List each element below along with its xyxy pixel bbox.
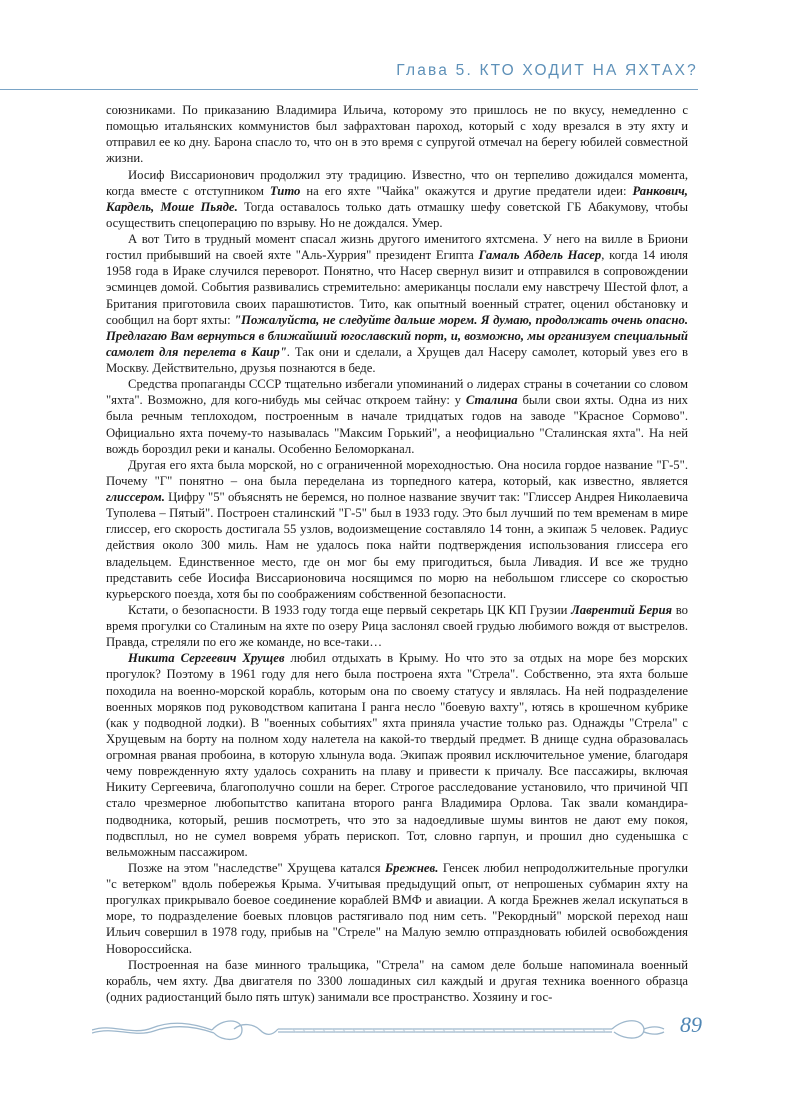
emphasized-text: Лаврентий Берия [571,602,673,617]
text-run: , когда 14 июля 1958 года в Ираке случился переворот. Понятно, что Насер свернул визит и отправился в сопровождении эсминцев домой. События развивались стремительно: американцы послали ему навстречу Шестой флот, а Британия приготовила своих парашютистов. Тито, как опытный военный стратег, оценил обстановку и сообщил на борт яхты: [106,248,689,327]
text-run: . Так они и сделали, а Хрущев дал Насеру самолет, который увез его в Москву. Действительно, друзья познаются в беде. [106,344,688,375]
text-run: Тогда оставалось только дать отмашку шефу советской ГБ Абакумову, чтобы осуществить спецоперацию по взрыву. Но не дождался. Умер. [106,199,688,230]
paragraph [106,167,688,232]
page-header [0,56,794,96]
paragraph [106,102,688,167]
paragraph [106,860,688,957]
paragraph [106,457,688,602]
text-run: Кстати, о безопасности. В 1933 году тогда еще первый секретарь ЦК КП Грузии [128,602,572,617]
paragraph [106,650,688,860]
emphasized-text: "Пожалуйста, не следуйте дальше морем. Я думаю, продолжать очень опасно. Предлагаю Вам вернуться в ближайший югославский порт, и, возможно, мы организуем специальный самолет для перелета в Каир" [106,312,688,359]
emphasized-text: Гамаль Абдель Насер [478,248,602,263]
text-run: любил отдыхать в Крыму. Но что это за отдых на море без морских прогулок? Поэтому в 1961 году для него была построена яхта "Стрела". Собственно, эта яхта больше походила на военно-морской корабль, которым она по своему статусу и являлась. На ней подразделение военных моряков под руководством капитана I ранга несло "боевую вахту", ютясь в крошечном кубрике (как у подводной лодки). В "военных событиях" яхта приняла участие только раз. Однажды "Стрела" с Хрущевым на борту на полном ходу налетела на какой-то твердый предмет. В днище судна образовалась огромная рваная пробоина, в которую хлынула вода. Экипаж проявил исключительное умение, благодаря чему поврежденную яхту удалось сохранить на плаву и привести к причалу. Все пассажиры, включая Никиту Сергеевича, благополучно сошли на берег. Строгое расследование установило, что причиной ЧП стало чрезмерное любопытство капитана второго ранга Владимира Орлова. Так звали командира-подводника, который, решив посмотреть, что это за надоедливые шумы винтов не дают ему покоя, подвсплыл, но не сумел вовремя убрать перископ. Тот, словно гарпун, и прошил дно суденышка с вельможным пассажиром. [106,651,688,859]
page-footer [92,1014,704,1042]
text-run: Другая его яхта была морской, но с ограниченной мореходностью. Она носила гордое название "Г-5". Почему "Г" понятно – она была переделана из торпедного катера, который, как известно, является [106,457,688,488]
page-number: 89 [680,1012,702,1037]
paragraph [106,957,688,1005]
paragraph [106,376,688,457]
emphasized-text: глиссером. [106,490,165,504]
text-run: на его яхте "Чайка" окажутся и другие предатели идеи: [300,183,633,198]
text-run: Иосиф Виссарионович продолжил эту традицию. Известно, что он терпеливо дожидался момента, когда вместе с отступником [106,167,688,198]
body-text [106,102,688,1005]
text-run: Средства пропаганды СССР тщательно избегали упоминаний о лидерах страны в сочетании со словом "яхта". Возможно, для кого-нибудь мы сейчас откроем тайну: у [106,377,688,408]
paragraph [106,602,688,650]
emphasized-text: Никита Сергеевич Хрущев [128,651,285,666]
rope-knot-ornament-icon [92,1014,704,1042]
text-run: Генсек любил непродолжительные прогулки "с ветерком" вдоль побережья Крыма. Учитывая предыдущий опыт, от непрошеных субмарин яхту на прогулках прикрывало боевое соединение кораблей ВМФ и авиации. А когда Брежнев желал искупаться в море, то подразделение боевых пловцов растягивало под ним сеть. "Рекордный" морской переход наш Ильич совершил в 1978 году, прибыв на "Стреле" на Малую землю отпраздновать юбилей освобождения Новороссийска. [106,860,688,956]
text-run: были свои яхты. Одна из них была речным теплоходом, построенным в начале тридцатых годов на заводе "Красное Сормово". Официально яхта почему-то называлась "Максим Горький", а неофициально "Сталинская яхта". На ней вождь бороздил реки и каналы. Особенно Беломорканал. [106,393,688,456]
header-rule [0,89,698,90]
emphasized-text: Тито [269,183,301,198]
emphasized-text: Брежнев. [385,860,439,875]
emphasized-text: Сталина [465,393,518,408]
text-run: Позже на этом "наследстве" Хрущева катался [128,860,386,875]
text-run: во время прогулки со Сталиным на яхте по озеру Рица заслонял своей грудью любимого вождя от выстрелов. Правда, стреляли по его же команде, но все-таки… [106,602,689,650]
paragraph [106,231,688,376]
emphasized-text: Ранкович, Кардель, Моше Пьяде. [106,183,688,214]
chapter-title: Глава 5. КТО ХОДИТ НА ЯХТАХ? [396,62,698,79]
text-run: Построенная на базе минного тральщика, "Стрела" на самом деле больше напоминала военный корабль, чем яхту. Два двигателя по 3300 лошадиных сил каждый и другая техника военного образца (одних радиостанций было пять штук) занимали все пространство. Хозяину и гос- [106,957,688,1004]
text-run: Цифру "5" объяснять не беремся, но полное название звучит так: "Глиссер Андрея Николаевича Туполева – Пятый". Построен сталинский "Г-5" был в 1933 году. Это был лучший по тем временам в мире глиссер, его скорость достигала 55 узлов, водоизмещение составляло 14 тонн, а экипаж 5 человек. Радиус действия около 300 миль. Нам не удалось пока найти подтверждения использования глиссера его владельцем. Единственное место, где он мог бы ему пригодиться, была Ливадия. И все же трудно представить себе Иосифа Виссарионовича носящимся по морю на небольшом глиссере со скоростью курьерского поезда, хотя бы по соображениям собственной безопасности. [106,490,688,601]
text-run: А вот Тито в трудный момент спасал жизнь другого именитого яхтсмена. У него на вилле в Бриони гостил прибывший на своей яхте "Аль-Хуррия" президент Египта [106,232,688,263]
text-run: союзниками. По приказанию Владимира Ильича, которому это пришлось не по вкусу, немедленно с помощью итальянских коммунистов был зафрахтован пароход, который с ходу врезался в эту яхту и отправил ее ко дну. Барона спасло то, что он в это время с супругой отмечал на берегу юбилей совместной жизни. [106,103,688,166]
